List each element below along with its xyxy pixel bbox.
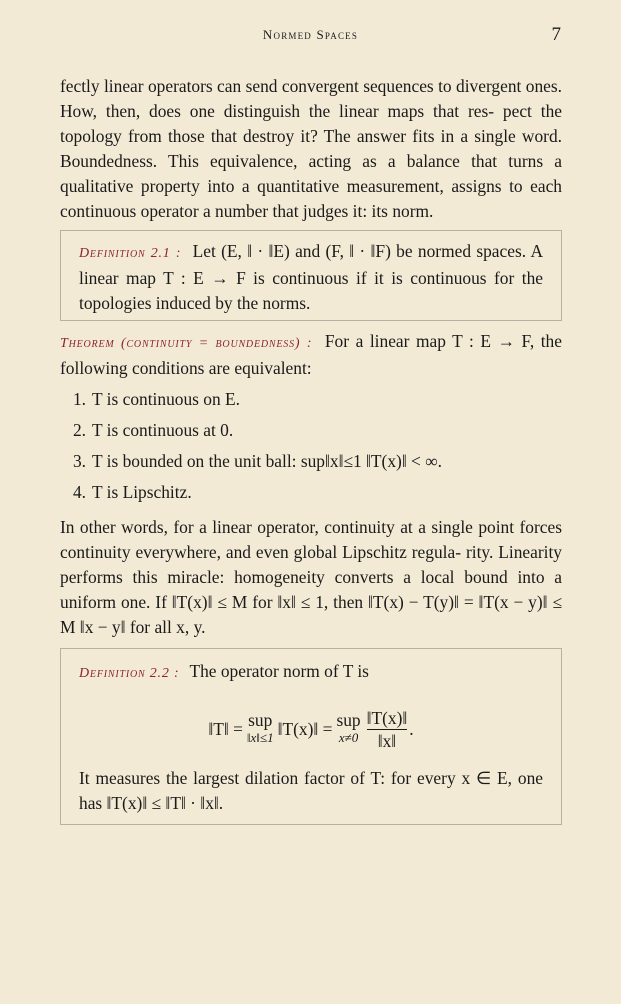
theorem-line: For a linear map T : E → <box>324 331 515 351</box>
paragraph-line: forces continuity everywhere, and even global Lipschitz regula- <box>60 517 562 562</box>
intro-line: norm. <box>392 201 434 221</box>
definition-line: one has ‖T(x)‖ ≤ ‖T‖ · ‖x‖. <box>79 768 543 813</box>
page-header <box>60 24 561 48</box>
sup-subscript: x≠0 <box>338 730 359 745</box>
sup-operator <box>247 711 274 747</box>
theorem-label: Theorem (continuity = boundedness) : <box>60 336 313 351</box>
condition-number: 2. <box>72 420 86 440</box>
paragraph-line: rity. Linearity performs this miracle: homogeneity converts a local <box>60 542 563 587</box>
numerator: ‖T(x)‖ <box>366 707 408 728</box>
intro-line: that turns a qualitative property into a quantitative measurement, <box>60 151 562 196</box>
sup-symbol: sup <box>248 710 273 730</box>
sup-symbol: sup <box>336 710 361 730</box>
denominator: ‖x‖ <box>377 730 397 751</box>
definition-line: Let (E, ‖ · ‖E) and (F, ‖ · ‖F) be normed spaces. <box>192 241 527 261</box>
condition-number: 1. <box>72 389 86 409</box>
condition-item <box>60 387 562 418</box>
definition-line: the topologies induced by the norms. <box>79 268 543 313</box>
condition-text: T is continuous at 0. <box>92 420 234 440</box>
definition-line: It measures the largest dilation factor of T: for every x ∈ E, <box>79 768 513 788</box>
operator-norm-formula <box>79 700 543 758</box>
definition-label: Definition 2.2 : <box>79 666 180 681</box>
definition-intro: The operator norm of T is <box>189 661 369 681</box>
theorem-line: F, the following conditions are equivalent: <box>60 331 562 378</box>
condition-text: T is Lipschitz. <box>92 482 192 502</box>
definition-line: A linear map T : E → F is continuous if it is continuous for <box>79 241 543 288</box>
sup-subscript: ‖x‖≤1 <box>246 730 274 745</box>
condition-text: T is bounded on the unit ball: sup‖x‖≤1 ‖T(x)‖ < ∞. <box>92 451 442 471</box>
intro-line: fectly linear operators can send convergent sequences to divergent <box>60 76 522 96</box>
condition-item <box>60 449 562 480</box>
definition-2-text <box>79 766 543 816</box>
condition-item <box>60 418 562 449</box>
formula-lhs: ‖T‖ = <box>208 718 243 739</box>
definition-box-2 <box>60 648 562 825</box>
intro-line: a single word. Boundedness. This equivalence, acting as a balance <box>60 126 562 171</box>
paragraph-line: bound into a uniform one. If ‖T(x)‖ ≤ M for ‖x‖ ≤ 1, then <box>60 567 562 612</box>
definition-label: Definition 2.1 : <box>79 246 182 261</box>
condition-item <box>60 480 562 511</box>
condition-number: 3. <box>72 451 86 471</box>
explanation-paragraph <box>60 515 562 640</box>
formula-middle: ‖T(x)‖ = <box>277 718 333 739</box>
theorem-statement <box>60 329 562 381</box>
conditions-list <box>60 387 562 511</box>
intro-line: pect the topology from those that destroy it? The answer fits in <box>60 101 562 146</box>
condition-number: 4. <box>72 482 86 502</box>
definition-box-1 <box>60 230 562 321</box>
intro-paragraph <box>60 74 562 224</box>
fraction <box>367 707 408 752</box>
condition-text: T is continuous on E. <box>92 389 240 409</box>
formula-end: . <box>409 718 414 739</box>
paragraph-line: In other words, for a linear operator, continuity at a single point <box>60 517 515 537</box>
intro-line: ones. How, then, does one distinguish the linear maps that res- <box>60 76 562 121</box>
running-head: Normed Spaces <box>262 27 359 42</box>
intro-line: assigns to each continuous operator a number that judges it: its <box>60 176 562 221</box>
paragraph-line: ‖T(x) − T(y)‖ = ‖T(x − y)‖ ≤ M ‖x − y‖ for all x, y. <box>60 592 563 637</box>
sup-operator <box>336 711 360 747</box>
definition-2-intro <box>79 659 543 686</box>
page-number: 7 <box>551 24 561 45</box>
page-body <box>60 74 562 833</box>
definition-1-text <box>79 239 543 316</box>
